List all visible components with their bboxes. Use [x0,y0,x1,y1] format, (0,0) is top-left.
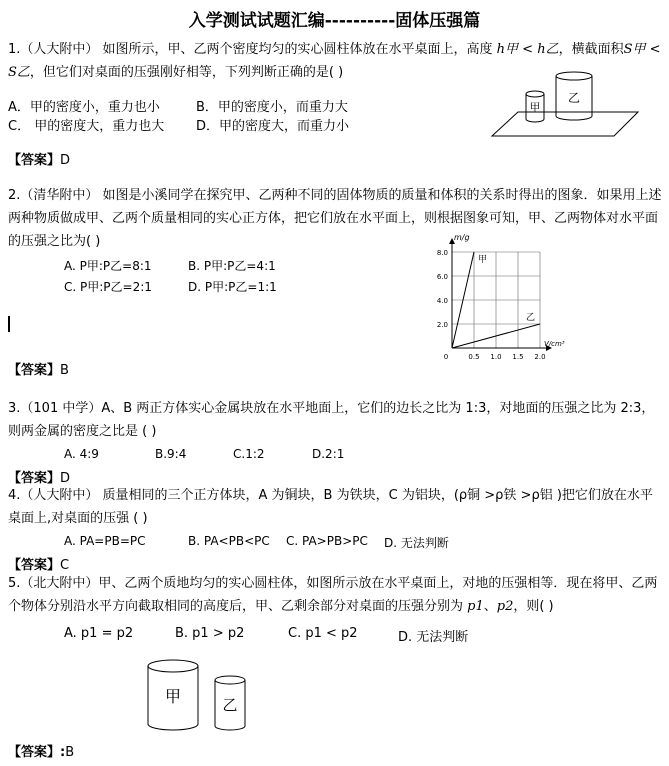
q5-option-a[interactable]: A. p1 = p2 [64,626,134,641]
cylinder-jia-bottom [526,119,544,122]
q1-lt2: < [645,42,661,57]
page-title: 入学测试试题汇编----------固体压强篇 [188,11,481,31]
q5-sep: 、 [483,599,497,614]
q1-text-a: 1.（人大附中） 如图所示，甲、乙两个密度均匀的实心圆柱体放在水平桌面上，高度 [8,42,497,57]
series-label-0: 甲 [478,255,488,265]
q1-text-b: ，横截面积 [558,42,624,57]
text-cursor [8,316,10,332]
q3-option-b[interactable]: B.9:4 [155,447,187,461]
q4-option-d[interactable]: D. 无法判断 [384,536,449,550]
q1-answer: 【答案】D [8,153,71,168]
cylinder-jia-label: 甲 [164,687,182,706]
x-tick-label-4: 2.0 [534,353,546,361]
y-tick-label-0: 2.0 [436,321,448,329]
q2-option-c[interactable]: C. P甲:P乙=2:1 [64,280,152,294]
mass-volume-chart [420,228,580,368]
q1-lt1: < [518,42,538,57]
q2-option-a[interactable]: A. P甲:P乙=8:1 [64,259,152,273]
q5-p1: p1 [467,599,484,614]
q3-answer: 【答案】D [8,471,71,486]
q1-s-yi: S乙 [8,65,30,80]
q1-cylinders-figure [488,70,658,142]
q2-answer: 【答案】B [8,363,69,378]
q1-option-a[interactable]: A．甲的密度小，重力也小 [8,100,160,115]
q5-option-b[interactable]: B. p1 > p2 [175,626,245,641]
q1-h-yi: h乙 [537,42,559,57]
question-5-text [8,572,663,618]
q5-p2: p2 [496,599,514,614]
q2-option-b[interactable]: B. P甲:P乙=4:1 [188,259,276,273]
q3-option-d[interactable]: D.2:1 [312,447,345,461]
q4-answer: 【答案】C [8,558,70,573]
q1-h-jia: h甲 [496,42,519,57]
y-tick-label-2: 6.0 [436,273,448,281]
q3-option-a[interactable]: A. 4:9 [64,447,99,461]
q1-text-c: ，但它们对桌面的压强刚好相等，下列判断正确的是( ) [29,65,344,80]
question-4-text: 4.（人大附中） 质量相同的三个正方体块，A 为铜块，B 为铁块，C 为铝块，(ρ铜 >ρ铁 >ρ铝 )把它们放在水平桌面上,对桌面的压强 ( ) [8,488,653,526]
cylinder-jia-top [526,91,544,97]
cylinder-jia-bottom [148,724,198,730]
q5-text-a: 5.（北大附中）甲、乙两个质地均匀的实心圆柱体，如图所示放在水平桌面上，对地的压强相等．现在将甲、乙两个物体分别沿水平方向截取相同的高度后，甲、乙剩余部分对桌面的压强分别为 [8,576,658,614]
cylinder-yi-bottom [556,116,592,120]
y-axis-label: m/g [454,233,470,242]
question-2-text: 2.（清华附中） 如图是小溪同学在探究甲、乙两种不同的固体物质的质量和体积的关系时得出的图象．如果用上述两种物质做成甲、乙两个质量相同的实心正方体，把它们放在水平面上，则根据图象可知，甲、乙两物体对水平面的压强之比为( ) [8,188,662,249]
q5-option-d[interactable]: D. 无法判断 [398,630,469,645]
question-3-text: 3.（101 中学）A、B 两正方体实心金属块放在水平地面上，它们的边长之比为 1:3，对地面的压强之比为 2:3，则两金属的密度之比是 ( ) [8,401,655,439]
x-tick-label-3: 1.5 [512,353,524,361]
q3-option-c[interactable]: C.1:2 [233,447,265,461]
x-axis-label: V/cm³ [544,340,565,348]
q4-option-c[interactable]: C. PA>PB>PC [286,534,368,548]
x-tick-label-0: 0 [443,353,449,361]
cylinder-yi-top [215,676,245,684]
q5-answer: 【答案】:B [8,745,75,760]
q5-text-b: ，则( ) [513,599,554,614]
cylinder-yi-label: 乙 [567,91,581,105]
q2-option-d[interactable]: D. P甲:P乙=1:1 [188,280,277,294]
y-tick-label-1: 4.0 [436,297,448,305]
series-label-1: 乙 [526,313,536,323]
cylinder-jia-label: 甲 [529,101,541,114]
q1-option-c[interactable]: C． 甲的密度大，重力也大 [8,119,165,134]
cylinder-yi-top [556,72,592,80]
x-tick-label-1: 0.5 [468,353,480,361]
cylinder-yi-bottom [215,726,245,730]
q1-option-b[interactable]: B．甲的密度小，而重力大 [196,100,348,115]
table-top [492,112,638,136]
q5-option-c[interactable]: C. p1 < p2 [288,626,358,641]
q5-cylinders-figure [140,656,260,736]
q4-option-a[interactable]: A. PA=PB=PC [64,534,146,548]
q1-option-d[interactable]: D．甲的密度大，而重力小 [196,119,350,134]
q1-s-jia: S甲 [623,42,646,57]
q4-option-b[interactable]: B. PA<PB<PC [188,534,270,548]
cylinder-jia-top [148,660,198,672]
y-tick-label-3: 8.0 [436,249,448,257]
cylinder-yi-label: 乙 [222,696,238,714]
x-tick-label-2: 1.0 [490,353,502,361]
